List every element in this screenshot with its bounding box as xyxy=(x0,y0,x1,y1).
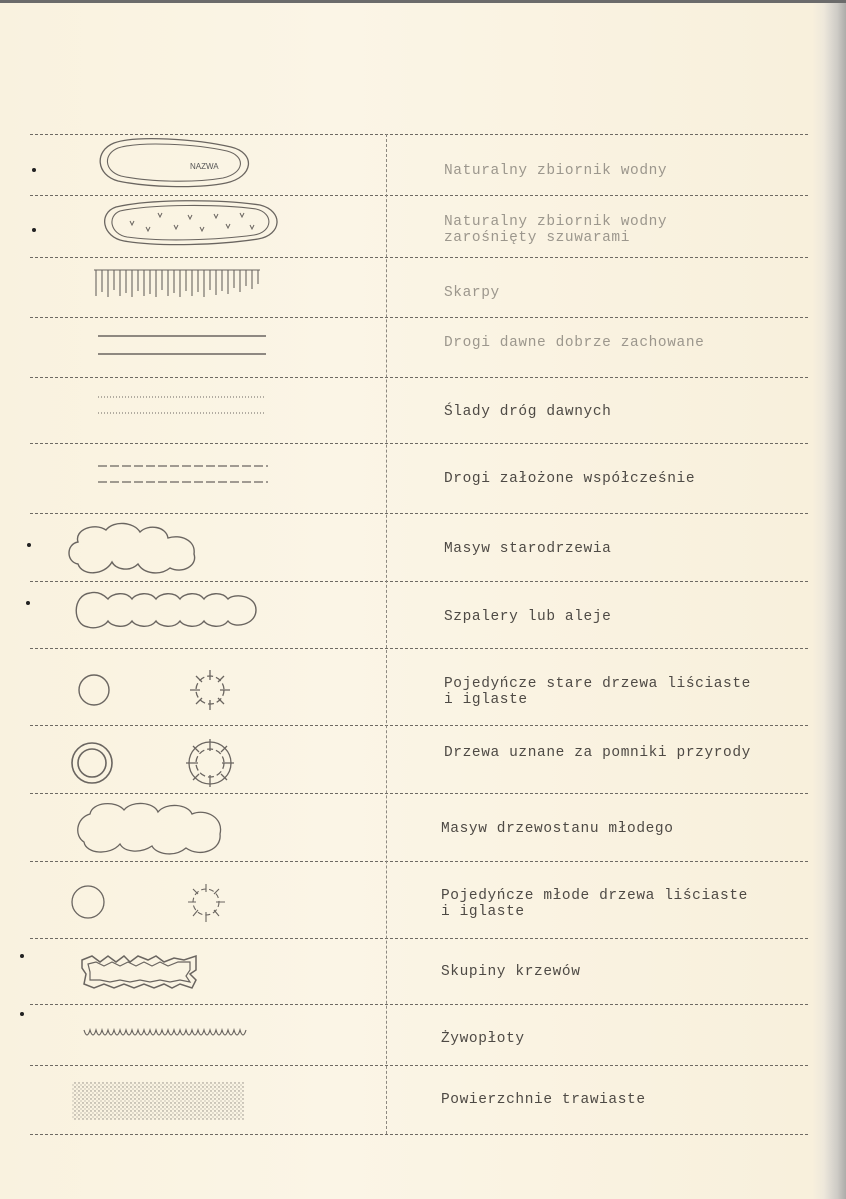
legend-label: Drogi dawne dobrze zachowane xyxy=(444,335,705,351)
grass-area-icon xyxy=(70,1078,246,1124)
margin-dot xyxy=(20,1012,24,1016)
legend-label: Szpalery lub aleje xyxy=(444,609,612,625)
margin-dot xyxy=(27,543,31,547)
single-old-trees-icon xyxy=(74,666,244,716)
row-divider xyxy=(30,377,808,378)
row-divider xyxy=(30,513,808,514)
legend-label: Skupiny krzewów xyxy=(441,964,581,980)
row-divider xyxy=(30,317,808,318)
modern-road-icon xyxy=(96,460,272,486)
row-divider xyxy=(30,725,808,726)
nature-monument-trees-icon xyxy=(68,737,244,789)
water-body-icon xyxy=(96,135,256,193)
row-divider xyxy=(30,1065,808,1066)
row-divider xyxy=(30,443,808,444)
legend-label: Żywopłoty xyxy=(441,1031,525,1047)
row-divider xyxy=(30,195,808,196)
shrub-group-icon xyxy=(78,950,202,994)
margin-dot xyxy=(32,168,36,172)
margin-dot xyxy=(26,601,30,605)
row-divider xyxy=(30,257,808,258)
top-border xyxy=(0,0,846,3)
legend-label: Masyw drzewostanu młodego xyxy=(441,821,674,837)
legend-label: Ślady dróg dawnych xyxy=(444,404,612,420)
young-tree-mass-icon xyxy=(74,800,226,860)
row-divider xyxy=(30,793,808,794)
single-young-trees-icon xyxy=(68,880,238,928)
legend-label: Pojedyńcze stare drzewa liściaste i iglaste xyxy=(444,676,751,708)
legend-label: Powierzchnie trawiaste xyxy=(441,1092,646,1108)
page-edge-shadow xyxy=(824,0,846,1199)
hedge-icon xyxy=(82,1022,248,1044)
column-divider xyxy=(386,134,387,1134)
legend-label: Naturalny zbiornik wodny xyxy=(444,163,668,179)
row-divider xyxy=(30,861,808,862)
legend-label: Drzewa uznane za pomniki przyrody xyxy=(444,745,751,761)
margin-dot xyxy=(20,954,24,958)
row-divider xyxy=(30,1134,808,1135)
row-divider xyxy=(30,1004,808,1005)
legend-label: Masyw starodrzewia xyxy=(444,541,612,557)
legend-label: Naturalny zbiornik wodny zarośnięty szuwarami xyxy=(444,214,668,246)
legend-label: Skarpy xyxy=(444,285,500,301)
old-road-preserved-icon xyxy=(96,330,272,360)
slope-icon xyxy=(90,266,265,302)
tree-avenue-icon xyxy=(70,589,262,631)
old-tree-mass-icon xyxy=(64,520,204,582)
row-divider xyxy=(30,648,808,649)
legend-label: Drogi założone współcześnie xyxy=(444,471,696,487)
row-divider xyxy=(30,938,808,939)
old-road-traces-icon xyxy=(96,393,272,417)
reed-water-body-icon xyxy=(100,197,282,253)
water-body-name-text: NAZWA xyxy=(190,162,219,171)
margin-dot xyxy=(32,228,36,232)
legend-label: Pojedyńcze młode drzewa liściaste i iglaste xyxy=(441,888,748,920)
